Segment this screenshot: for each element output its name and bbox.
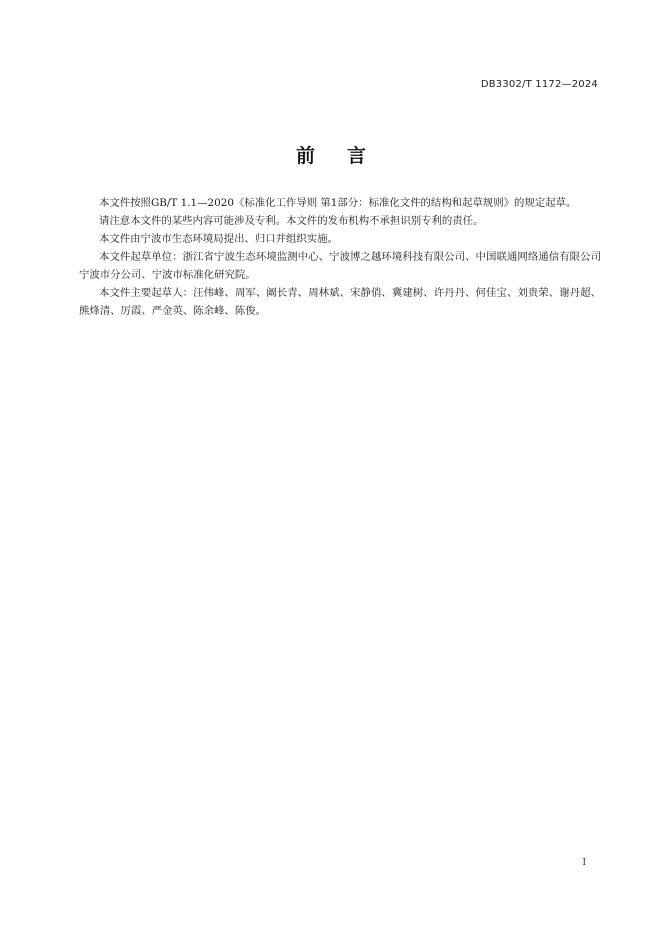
title-char-1: 前 [295,145,315,167]
foreword-body [79,194,601,320]
paragraph-proposer: 本文件由宁波市生态环境局提出、归口并组织实施。 [99,233,338,245]
paragraph-patent-notice: 请注意本文件的某些内容可能涉及专利。本文件的发布机构不承担识别专利的责任。 [99,215,484,227]
paragraph-drafting-rules: 本文件按照GB/T 1.1—2020《标准化工作导则 第1部分：标准化文件的结构和起草规则》的规定起草。 [99,197,577,209]
page-number: I [582,858,586,868]
paragraph-drafting-units: 本文件起草单位：浙江省宁波生态环境监测中心、宁波博之越环境科技有限公司、中国联通网络通信有限公司宁波市分公司、宁波市标准化研究院。 [79,251,601,281]
document-code: DB3302/T 1172—2024 [480,79,598,90]
paragraph-main-drafters: 本文件主要起草人：汪伟峰、周军、阚长青、周林斌、宋静俏、冀建树、许丹丹、何佳宝、刘贵荣、谢丹超、熊烽清、厉霞、严金英、陈余峰、陈俊。 [79,287,601,317]
section-title [0,141,662,168]
title-char-2: 言 [347,145,367,167]
